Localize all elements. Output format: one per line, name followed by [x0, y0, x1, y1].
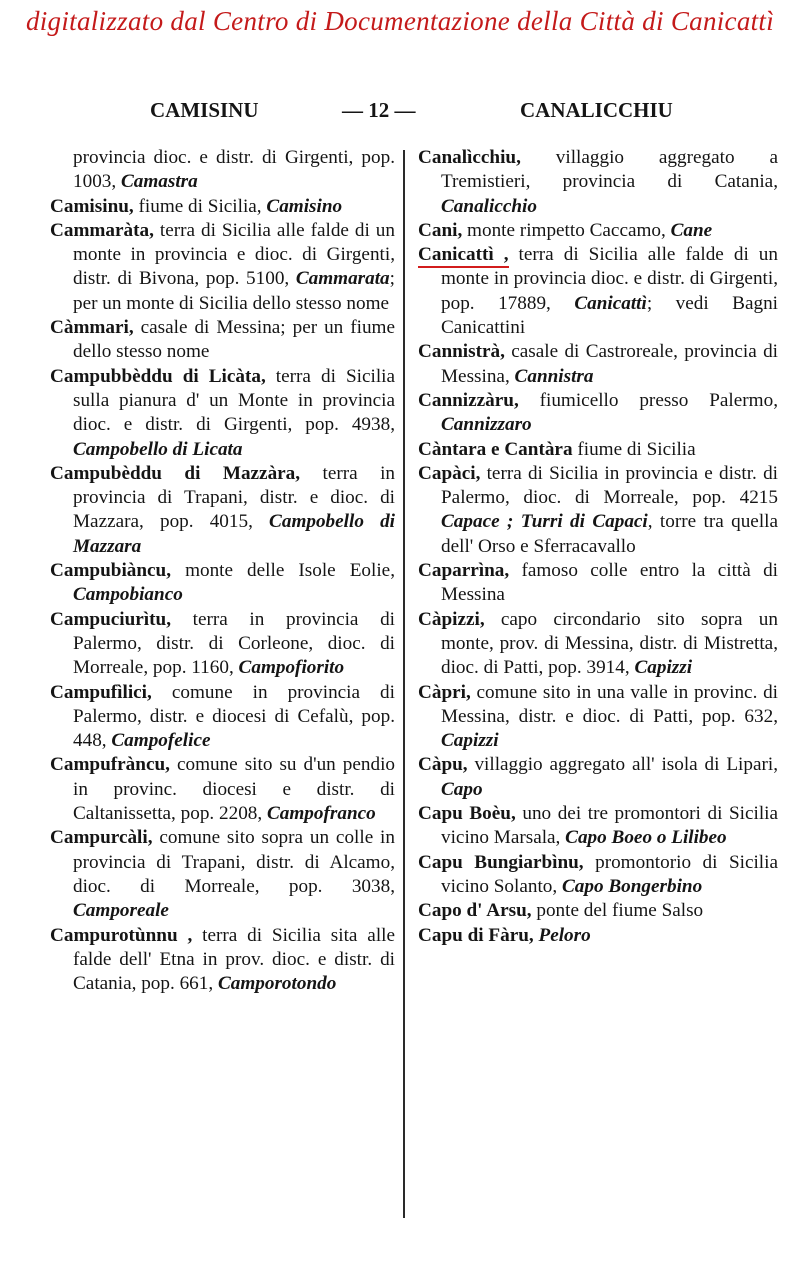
entry-headword: Canalìcchiu, — [418, 147, 521, 168]
dictionary-entry — [50, 316, 395, 365]
entry-headword: Cammaràta, — [50, 219, 154, 241]
dictionary-entry — [418, 753, 778, 802]
entry-italian-name: Campofranco — [266, 803, 376, 825]
entry-italian-name: Camastra — [120, 171, 198, 193]
dictionary-entry — [418, 340, 778, 389]
dictionary-entry — [418, 681, 778, 754]
dictionary-entry — [418, 146, 778, 219]
entry-description: monte rimpetto Caccamo, — [462, 219, 671, 241]
entry-italian-name: Capizzi — [441, 730, 499, 752]
entry-headword: Càpri, — [418, 681, 471, 703]
entry-headword: Càmmari, — [50, 317, 134, 339]
entry-headword: Capo d' Arsu, — [418, 900, 532, 922]
entry-description: fiumicello presso Palermo, — [518, 389, 778, 411]
entry-headword: Campuciurìtu, — [50, 608, 171, 630]
entry-headword: Campubèddu di Mazzàra, — [50, 462, 301, 484]
dictionary-entry — [50, 365, 395, 462]
entry-italian-name: Capace ; Turri di Capaci — [441, 511, 648, 533]
entry-headword: Campubiàncu, — [50, 560, 172, 582]
entry-description: fiume di Sicilia — [572, 438, 696, 460]
left-column — [50, 146, 395, 996]
entry-description: monte delle Isole Eolie, — [171, 560, 395, 582]
entry-description: villaggio aggregato a Tremistieri, provincia di Catania, — [441, 147, 778, 193]
dictionary-entry — [50, 195, 395, 219]
entry-description: terra di Sicilia alle falde di un monte in provincia e dioc. di Girgenti, distr. di Bivona, pop. 5100, — [73, 219, 395, 290]
dictionary-entry — [418, 438, 778, 462]
dictionary-entry — [418, 608, 778, 681]
entry-italian-name: Cannizzaro — [441, 414, 532, 436]
entry-description: casale di Castroreale, provincia di Messina, — [441, 341, 778, 387]
entry-italian-name: Capo Bongerbino — [561, 875, 703, 897]
entry-description: famoso colle entro la città di Messina — [441, 560, 778, 606]
entry-description: terra in provincia di Palermo, distr. di Corleone, dioc. di Morreale, pop. 1160, — [73, 608, 395, 679]
entry-description: fiume di Sicilia, — [133, 195, 267, 217]
entry-description: terra di Sicilia sulla pianura d' un Monte in provincia dioc. e distr. di Girgenti, pop. 4938, — [73, 365, 395, 436]
dictionary-entry — [418, 802, 778, 851]
entry-headword: Capu Boèu, — [418, 803, 516, 825]
entry-headword: Campurotùnnu , — [50, 924, 193, 946]
entry-italian-name: Campofelice — [111, 730, 211, 752]
dictionary-entry — [418, 899, 778, 923]
digitization-banner: digitalizzato dal Centro di Documentazione della Città di Canicattì — [25, 6, 775, 36]
page-number: — 12 — — [342, 98, 416, 122]
highlighted-headword: Canicattì , — [418, 244, 509, 268]
entry-headword: Campufràncu, — [50, 754, 170, 776]
entry-italian-name: Cane — [670, 219, 713, 241]
entry-description: uno dei tre promontori di Sicilia vicino Marsala, — [441, 803, 779, 849]
entry-italian-name: Campobello di Mazzara — [73, 511, 395, 557]
entry-description: terra di Sicilia in provincia e distr. di Palermo, dioc. di Morreale, pop. 4215 — [441, 462, 778, 509]
entry-headword: Cannizzàru, — [418, 389, 519, 411]
header-last-word: CANALICCHIU — [520, 98, 673, 122]
entry-headword: Càntara e Cantàra — [418, 438, 573, 460]
entry-description: casale di Messina; per un fiume dello stesso nome — [73, 317, 395, 363]
dictionary-entry — [418, 462, 778, 559]
entry-description: comune sito in una valle in provinc. di Messina, distr. e dioc. di Patti, pop. 632, — [441, 681, 778, 727]
entry-description: terra di Sicilia alle falde di un monte in provincia dioc. e distr. di Girgenti, pop. 17889, — [441, 244, 778, 314]
entry-headword: Cannistrà, — [418, 341, 505, 363]
dictionary-entry — [50, 608, 395, 681]
entry-headword: Caparrìna, — [418, 560, 510, 582]
dictionary-entry — [418, 389, 778, 438]
entry-italian-name: Canalicchio — [441, 195, 537, 217]
entry-headword: Campurcàli, — [50, 827, 153, 849]
dictionary-entry — [50, 559, 395, 608]
entry-description: promontorio di Sicilia vicino Solanto, — [441, 851, 778, 897]
entry-description: ponte del fiume Salso — [531, 900, 704, 922]
dictionary-entry — [50, 146, 395, 195]
entry-description: comune in provincia di Palermo, distr. e diocesi di Cefalù, pop. 448, — [73, 681, 395, 752]
entry-description: provincia dioc. e distr. di Girgenti, pop. 1003, — [73, 147, 395, 193]
entry-headword: Campufìlici, — [50, 681, 152, 703]
entry-headword: Capu Bungiarbìnu, — [418, 851, 584, 873]
dictionary-entry — [50, 924, 395, 997]
entry-note: , torre tra quella dell' Orso e Sferracavallo — [441, 511, 778, 557]
entry-headword: Campubbèddu di Licàta, — [50, 365, 266, 387]
dictionary-entry — [50, 219, 395, 316]
column-divider — [403, 150, 405, 1218]
entry-headword: Camisinu, — [50, 195, 134, 217]
entry-italian-name: Camisino — [266, 195, 343, 217]
entry-italian-name: Campobello di Licata — [73, 438, 243, 460]
entry-headword: Capàci, — [418, 462, 481, 484]
entry-italian-name: Campofiorito — [238, 657, 345, 679]
entry-headword: Càpizzi, — [418, 608, 485, 630]
dictionary-entry — [50, 753, 395, 826]
entry-italian-name: Capizzi — [634, 657, 693, 679]
dictionary-entry — [50, 826, 395, 923]
entry-italian-name: Canicattì — [574, 292, 647, 314]
running-header — [0, 98, 800, 128]
entry-italian-name: Capo — [441, 778, 483, 800]
dictionary-entry — [418, 559, 778, 608]
entry-description: terra di Sicilia sita alle falde dell' Etna in prov. dioc. e distr. di Catania, pop. 661, — [73, 924, 395, 995]
entry-italian-name: Capo Boeo o Lilibeo — [565, 827, 727, 849]
dictionary-entry — [418, 219, 778, 243]
entry-description: terra in provincia di Trapani, distr. e dioc. di Mazzara, pop. 4015, — [73, 462, 395, 533]
entry-headword: Cani, — [418, 219, 463, 241]
entry-note: ; per un monte di Sicilia dello stesso nome — [73, 268, 395, 314]
entry-italian-name: Cammarata — [295, 268, 390, 290]
entry-italian-name: Campobianco — [73, 584, 183, 606]
entry-note: ; vedi Bagni Canicattini — [441, 292, 779, 339]
dictionary-entry — [418, 243, 778, 340]
entry-italian-name: Camporeale — [73, 900, 169, 922]
entry-headword: Capu di Fàru, — [418, 924, 534, 946]
dictionary-entry — [418, 851, 778, 900]
right-column — [418, 146, 778, 948]
entry-description: comune sito su d'un pendio in provinc. diocesi e distr. di Caltanissetta, pop. 2208, — [73, 754, 395, 825]
entry-description: villaggio aggregato all' isola di Lipari, — [467, 754, 778, 776]
entry-description: comune sito sopra un colle in provincia di Trapani, distr. di Alcamo, dioc. di Morreale, pop. 3038, — [73, 827, 395, 897]
dictionary-entry — [50, 681, 395, 754]
dictionary-entry — [50, 462, 395, 559]
entry-italian-name: Camporotondo — [217, 973, 337, 995]
dictionary-entry — [418, 924, 778, 948]
entry-headword: Càpu, — [418, 754, 468, 776]
entry-description: capo circondario sito sopra un monte, prov. di Messina, distr. di Mistretta, dioc. di Patti, pop. 3914, — [441, 608, 778, 679]
entry-italian-name: Cannistra — [514, 365, 594, 387]
entry-italian-name: Peloro — [538, 924, 591, 946]
header-first-word: CAMISINU — [150, 98, 259, 122]
